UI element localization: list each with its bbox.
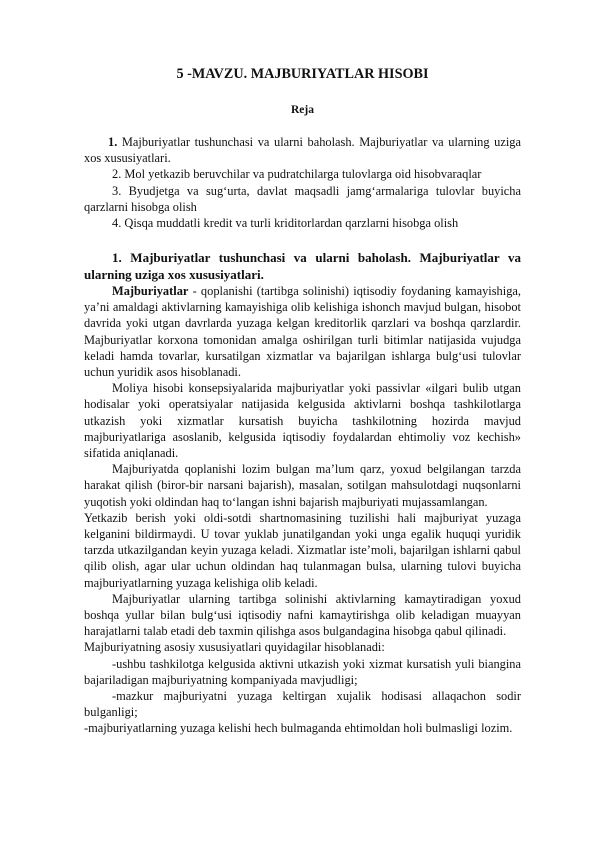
paragraph-contract: Yetkazib berish yoki oldi-sotdi shartnomasining tuzilishi hali majburiyat yuzaga kelganini bildirmaydi. U tovar yuklab junatilgandan yoki unga egalik huquqi yuridik tarzda utkazilgandan keyin yuzaga keladi. Xizmatlar iste’moli, bajarilgan ishlarni qabul qilib olish, agar ular uchun oldindan haq tulanmagan bulsa, ularning tulovi buyicha majburiyatlarning yuzaga kelishiga olib keladi. xyxy=(84,510,521,590)
paragraph-features-intro: Majburiyatning asosiy xususiyatlari quyidagilar hisoblanadi: xyxy=(84,640,385,655)
plan-item-4: 4. Qisqa muddatli kredit va turli kriditorlardan qarzlarni hisobga olish xyxy=(112,216,459,231)
plan-item-1 xyxy=(84,134,521,166)
paragraph-concept: Moliya hisobi konsepsiyalarida majburiyatlar yoki passivlar «ilgari bulib utgan hodisalar yoki operatsiyalar natijasida kelgusida aktivlarni boshqa tashkilotlarga utkazish yoki xizmatlar kursatish buyicha tashkilotning hozirda mavjud majburiyatlariga asoslanib, kelgusida iqtisodiy foydalardan ehtimoliy voz kechish» sifatida aniqlanadi. xyxy=(84,381,521,461)
feature-item-3: -majburiyatlarning yuzaga kelishi hech bulmaganda ehtimoldan holi bulmasligi lozim. xyxy=(84,721,513,736)
paragraph-recognition: Majburiyatlar ularning tartibga solinishi aktivlarning kamaytiradigan yoxud boshqa yullar bilan bulg‘usi iqtisodiy nafni kamaytirishga olib keladigan muayyan harajatlarni talab etadi deb taxmin qilishga asos bulgandagina hisobga qabul qilinadi. xyxy=(84,591,521,639)
paragraph-obligation: Majburiyatda qoplanishi lozim bulgan ma’lum qarz, yoxud belgilangan tarzda harakat qilish (biror-bir narsani bajarish), masalan, sotilgan mahsulotdagi nuqsonlarni yuqotish yoki oldindan haq to‘langan ishni bajarish majburiyati mujassamlangan. xyxy=(84,462,521,509)
section-heading: 1. Majburiyatlar tushunchasi va ularni baholash. Majburiyatlar va ularning uziga xos xususiyatlari. xyxy=(84,250,521,282)
document-title: 5 -MAVZU. MAJBURIYATLAR HISOBI xyxy=(176,66,429,82)
feature-item-1: -ushbu tashkilotga kelgusida aktivni utkazish yoki xizmat kursatish yuli biangina bajariladigan majburiyatning kompaniyada mavjudligi; xyxy=(84,656,521,687)
definition-text: - qoplanishi (tartibga solinishi) iqtisodiy foydaning kamayishiga, ya’ni amaldagi aktivlarning kamayishiga olib kelishiga ishonch mavjud bulgan, hisobot davrida yoki utgan davrlarda yuzaga kelgan kreditorlik qarzlari va boshqa qarzlardir. Majburiyatlar korxona tomonidan amalga oshirilgan turli bitimlar natijasida vujudga keladi hamda tovarlar, kursatilgan xizmatlar va bajarilgan ishlarga bulg‘usi tulovlar uchun yuridik asos hisoblanadi. xyxy=(84,284,521,380)
definition-term: Majburiyatlar xyxy=(112,284,189,298)
plan-item-2: 2. Mol yetkazib beruvchilar va pudratchilarga tulovlarga oid hisobvaraqlar xyxy=(112,167,482,182)
paragraph-definition xyxy=(84,283,521,380)
plan-item-1-text: Majburiyatlar tushunchasi va ularni baholash. Majburiyatlar va ularning uziga xos xususiyatlari. xyxy=(84,135,521,166)
document-body xyxy=(84,249,521,737)
feature-item-2: -mazkur majburiyatni yuzaga keltirgan xujalik hodisasi allaqachon sodir bulganligi; xyxy=(84,689,521,720)
plan-item-1-number: 1. xyxy=(108,135,118,149)
plan-heading: Reja xyxy=(291,104,314,116)
plan-item-3: 3. Byudjetga va sug‘urta, davlat maqsadli jamg‘armalariga tulovlar buyicha qarzlarni hisobga olish xyxy=(84,183,521,214)
plan-list xyxy=(84,134,521,231)
